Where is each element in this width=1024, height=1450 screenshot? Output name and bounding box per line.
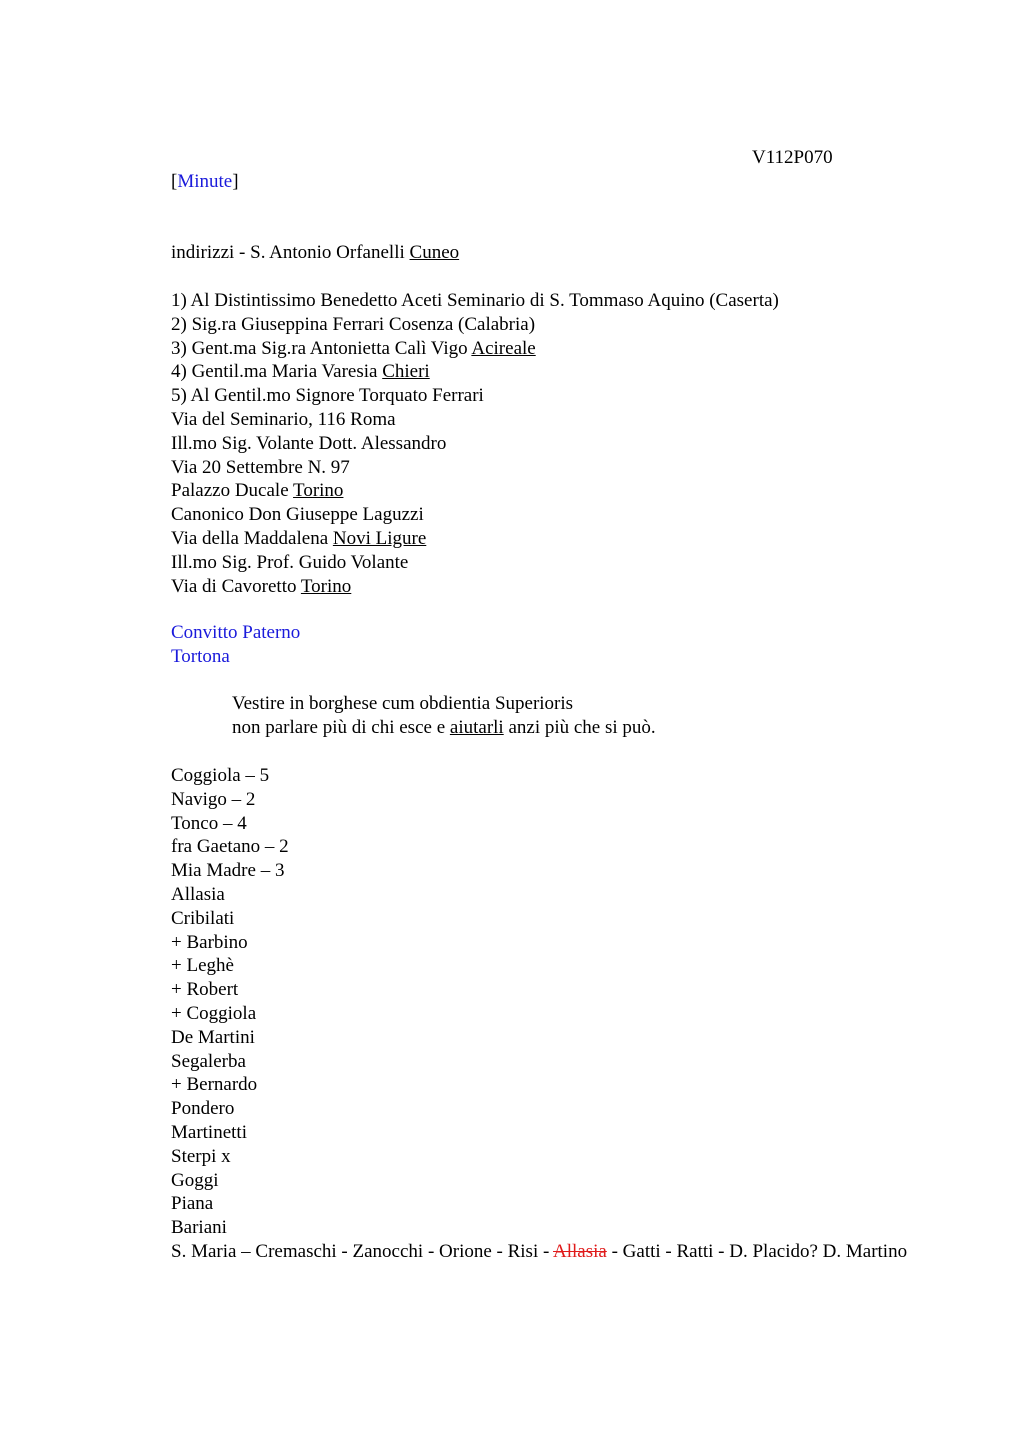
list-item: + Bernardo [171,1074,258,1096]
address-list [171,289,931,598]
address-line: 2) Sig.ra Giuseppina Ferrari Cosenza (Calabria) [171,313,536,335]
minute-bracket-close: ] [232,171,239,192]
address-line: Ill.mo Sig. Volante Dott. Alessandro [171,432,447,454]
address-line: 4) Gentil.ma Maria Varesia Chieri [171,361,430,383]
address-line: Via della Maddalena Novi Ligure [171,527,427,549]
list-item: Navigo – 2 [171,788,256,810]
minute-tag [171,170,239,194]
title-line [171,241,931,265]
names-list [171,764,931,1264]
convitto-line: Convitto Paterno [171,622,301,643]
address-line: Via del Seminario, 116 Roma [171,408,396,430]
notes-block [171,692,992,740]
title-prefix: indirizzi - S. Antonio Orfanelli [171,242,410,263]
address-line: Via di Cavoretto Torino [171,575,352,597]
list-item: Goggi [171,1169,219,1191]
minute-label: Minute [177,171,233,192]
address-line: Palazzo Ducale Torino [171,480,344,502]
address-line: 1) Al Distintissimo Benedetto Aceti Seminario di S. Tommaso Aquino (Caserta) [171,290,779,311]
document-id: V112P070 [752,147,833,168]
list-item: Bariani [171,1217,227,1239]
list-item: + Leghè [171,955,234,977]
struck-name: Allasia [553,1240,607,1262]
list-item: Cribilati [171,907,235,929]
address-line: 3) Gent.ma Sig.ra Antonietta Calì Vigo Acireale [171,337,536,359]
note-line: non parlare più di chi esce e aiutarli anzi più che si può. [232,716,656,738]
list-item: fra Gaetano – 2 [171,836,289,858]
address-line: 5) Al Gentil.mo Signore Torquato Ferrari [171,385,484,407]
list-item: Piana [171,1193,214,1215]
list-item: Mia Madre – 3 [171,860,285,882]
address-line: Ill.mo Sig. Prof. Guido Volante [171,551,409,573]
list-item: Martinetti [171,1121,247,1143]
list-item: De Martini [171,1026,255,1048]
list-item: + Barbino [171,931,248,953]
address-line: Canonico Don Giuseppe Laguzzi [171,504,424,526]
final-line: S. Maria – Cremaschi - Zanocchi - Orione - Risi - Allasia - Gatti - Ratti - D. Placido? D. Martino [171,1240,908,1262]
list-item: Sterpi x [171,1145,231,1167]
convitto-block [171,621,931,669]
address-line: Via 20 Settembre N. 97 [171,456,350,478]
tortona-line: Tortona [171,645,230,667]
list-item: Tonco – 4 [171,812,247,834]
list-item: + Coggiola [171,1002,257,1024]
list-item: + Robert [171,979,239,1001]
list-item: Allasia [171,883,225,905]
list-item: Pondero [171,1098,235,1120]
title-place: Cuneo [409,242,460,263]
note-line: Vestire in borghese cum obdientia Superioris [232,693,574,714]
list-item: Coggiola – 5 [171,765,270,786]
minute-bracket-open: [ [171,171,178,192]
list-item: Segalerba [171,1050,246,1072]
